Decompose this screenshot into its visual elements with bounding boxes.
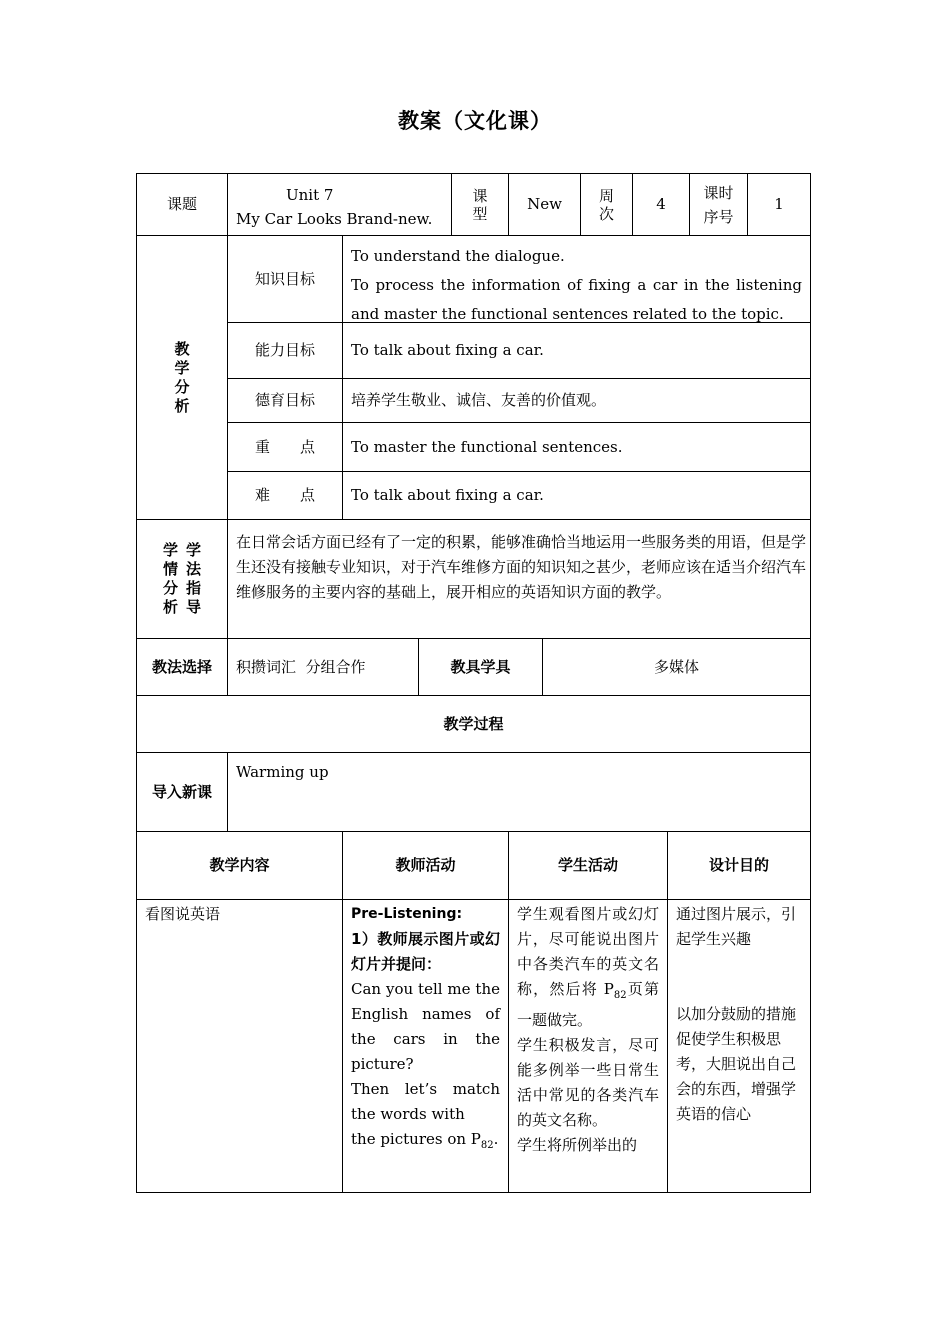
teacher-step: 1）教师展示图片或幻灯片并提问： (351, 930, 500, 973)
learning-label-col-2 (186, 541, 201, 617)
difficult-point-label-cell (227, 471, 343, 520)
difficult-point-value-cell (342, 471, 811, 520)
student-page-number: 82 (613, 990, 627, 1001)
period-label-cell (689, 173, 748, 236)
intro-label-cell (136, 752, 228, 832)
learning-char: 法 (186, 560, 202, 578)
student-text: 页第一题做完。 (517, 980, 659, 1029)
learning-char: 情 (162, 560, 178, 578)
key-point-value-cell (342, 422, 811, 472)
teacher-match-end: . (493, 1130, 499, 1148)
row1-student-cell (508, 899, 668, 1193)
tools-value: 多媒体 (653, 657, 699, 676)
analysis-char: 分 (174, 377, 190, 396)
knowledge-label-cell (227, 235, 343, 323)
learning-label-col-1 (163, 541, 178, 617)
student-activity-3: 学生将所例举出的 (517, 1136, 638, 1154)
topic-unit: Unit 7 (286, 186, 334, 204)
column-header-label: 教师活动 (395, 856, 456, 874)
intro-label: 导入新课 (151, 782, 212, 801)
topic-label: 课题 (166, 195, 197, 213)
methods-value: 积攒词汇 分组合作 (236, 657, 366, 676)
teacher-match: Then let’s match the words with (351, 1080, 500, 1123)
type-label-2: 型 (472, 204, 488, 223)
learning-char: 学 (186, 541, 202, 559)
week-label-1: 周 (598, 186, 614, 205)
row1-content: 看图说英语 (145, 905, 221, 923)
key-point-label-cell (227, 422, 343, 472)
column-header-teacher (342, 831, 509, 900)
teacher-match-2 (351, 1127, 500, 1158)
teacher-page-number: 82 (480, 1140, 494, 1151)
ability-value-cell (342, 322, 811, 379)
column-header-label: 设计目的 (708, 856, 769, 874)
knowledge-line-2: To process the information of fixing a car in the listening and master the functional sentences related to the topic. (351, 276, 802, 323)
week-value-cell (632, 173, 690, 236)
type-value: New (527, 195, 562, 213)
methods-label-cell (136, 638, 228, 696)
learning-char: 分 (162, 579, 178, 597)
purpose-2: 以加分鼓励的措施促使学生积极思考，大胆说出自己会的东西，增强学英语的信心 (676, 1005, 797, 1123)
knowledge-label: 知识目标 (254, 269, 315, 288)
type-value-cell (508, 173, 581, 236)
ability-value: To talk about fixing a car. (351, 341, 544, 359)
tools-value-cell (542, 638, 811, 696)
learning-char: 导 (186, 598, 202, 616)
period-value-cell (747, 173, 811, 236)
moral-label: 德育目标 (254, 391, 315, 409)
learning-char: 指 (186, 579, 202, 597)
student-activity-1 (517, 902, 659, 1033)
teacher-question: Can you tell me the English names of the cars in the picture? (351, 980, 500, 1073)
difficult-point-value: To talk about fixing a car. (351, 486, 544, 504)
week-label-2: 次 (598, 204, 614, 223)
type-label-1: 课 (472, 186, 488, 205)
topic-value-cell (227, 173, 452, 236)
learning-text-cell (227, 519, 811, 639)
topic-label-cell (136, 173, 228, 236)
student-activity-2: 学生积极发言，尽可能多例举一些日常生活中常见的各类汽车的英文名称。 (517, 1036, 659, 1129)
intro-value: Warming up (236, 763, 329, 781)
column-header-label: 教学内容 (209, 856, 270, 874)
moral-label-cell (227, 378, 343, 423)
period-label-1: 课时 (703, 183, 734, 202)
ability-label: 能力目标 (254, 341, 315, 359)
row1-content-cell (136, 899, 343, 1193)
period-value: 1 (774, 195, 784, 213)
analysis-section-label (136, 235, 228, 520)
intro-value-cell (227, 752, 811, 832)
student-text: 学生观看图片或幻灯片，尽可能说出图片中各类汽车的英文名称，然后将 P (517, 905, 659, 998)
purpose-1: 通过图片展示，引起学生兴趣 (676, 905, 797, 948)
row1-teacher-cell (342, 899, 509, 1193)
tools-label: 教具学具 (450, 657, 511, 676)
knowledge-line-1: To understand the dialogue. (351, 247, 565, 265)
methods-value-cell (227, 638, 419, 696)
teacher-heading: Pre-Listening: (351, 906, 463, 922)
week-label-cell (580, 173, 633, 236)
column-header-label: 学生活动 (557, 856, 618, 874)
learning-label-cell (136, 519, 228, 639)
ability-label-cell (227, 322, 343, 379)
moral-value: 培养学生敬业、诚信、友善的价值观。 (351, 391, 607, 409)
learning-char: 析 (162, 598, 178, 616)
key-point-value: To master the functional sentences. (351, 437, 623, 456)
analysis-char: 学 (174, 358, 190, 377)
learning-text: 在日常会话方面已经有了一定的积累，能够准确恰当地运用一些服务类的用语，但是学生还没有接触专业知识，对于汽车维修方面的知识知之甚少，老师应该在适当介绍汽车维修服务的主要内容的基础上，展开相应的英语知识方面的教学。 (236, 533, 807, 601)
column-header-content (136, 831, 343, 900)
learning-char: 学 (162, 541, 178, 559)
process-title: 教学过程 (443, 714, 504, 733)
tools-label-cell (418, 638, 543, 696)
period-label-2: 序号 (703, 207, 734, 226)
key-point-label: 重 点 (254, 437, 315, 456)
row1-purpose-cell (667, 899, 811, 1193)
teacher-match-text: the pictures on P (351, 1130, 481, 1148)
difficult-point-label: 难 点 (254, 486, 315, 504)
analysis-char: 教 (174, 339, 190, 358)
analysis-char: 析 (174, 396, 190, 415)
column-header-student (508, 831, 668, 900)
moral-value-cell (342, 378, 811, 423)
column-header-purpose (667, 831, 811, 900)
topic-title: My Car Looks Brand-new. (236, 210, 433, 228)
type-label-cell (451, 173, 509, 236)
knowledge-value-cell (342, 235, 811, 323)
methods-label: 教法选择 (151, 657, 212, 676)
week-value: 4 (656, 195, 666, 213)
page-title: 教案（文化课） (398, 109, 552, 133)
process-title-cell (136, 695, 811, 753)
